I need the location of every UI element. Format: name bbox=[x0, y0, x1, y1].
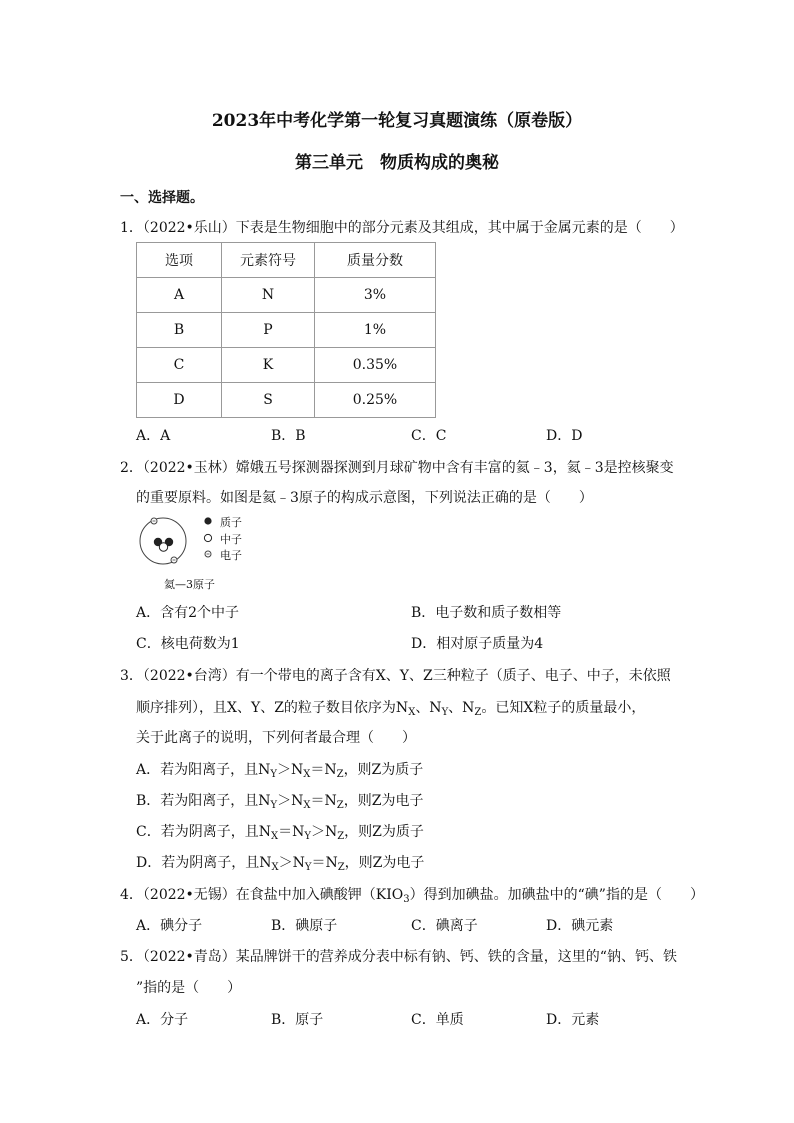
q3-option-a: A．若为阳离子，且$N_Y>N_X=N_Z$，则Z为质子 bbox=[136, 762, 424, 780]
q1-option-d: D．D bbox=[546, 428, 583, 444]
q3-option-b: B．若为阳离子，且$N_Y>N_X=N_Z$，则Z为电子 bbox=[136, 793, 424, 811]
legend-neutron: 中子 bbox=[220, 533, 242, 546]
question-5-line-2: ”指的是（ ） bbox=[136, 980, 242, 996]
atom-diagram bbox=[136, 512, 206, 568]
q2-option-d: D．相对原子质量为4 bbox=[411, 636, 544, 652]
q4-option-c: C．碘离子 bbox=[411, 918, 478, 934]
neutron-legend-icon bbox=[204, 534, 211, 541]
table-cell: S bbox=[222, 383, 315, 418]
table-cell: A bbox=[137, 278, 222, 313]
question-2-line-2: 的重要原料。如图是氦﹣3原子的构成示意图，下列说法正确的是（ ） bbox=[136, 490, 593, 506]
q5-option-d: D．元素 bbox=[546, 1012, 600, 1028]
table-row bbox=[137, 348, 436, 383]
q5-option-a: A．分子 bbox=[136, 1012, 189, 1028]
electron-orbit bbox=[140, 518, 186, 564]
table-cell: D bbox=[137, 383, 222, 418]
table-cell: B bbox=[137, 313, 222, 348]
table-cell: C bbox=[137, 348, 222, 383]
q4-option-a: A．碘分子 bbox=[136, 918, 203, 934]
helium-3-atom-figure bbox=[136, 512, 256, 592]
question-3-line-2: 顺序排列），且X、Y、Z的粒子数目依序为$N_X$、$N_Y$、$N_Z$。已知X粒子的质量最小， bbox=[136, 700, 646, 718]
neutron-icon bbox=[159, 543, 167, 551]
q5-option-c: C．单质 bbox=[411, 1012, 464, 1028]
q3-option-d: D．若为阴离子，且$N_X>N_Y=N_Z$，则Z为电子 bbox=[136, 855, 425, 873]
legend-proton: 质子 bbox=[220, 516, 242, 529]
document-subtitle: 第三单元 物质构成的奥秘 bbox=[295, 153, 499, 173]
table-cell: 3% bbox=[315, 278, 436, 313]
table-cell: 0.25% bbox=[315, 383, 436, 418]
question-3-line-3: 关于此离子的说明，下列何者最合理（ ） bbox=[136, 730, 416, 746]
q3-option-c: C．若为阴离子，且$N_X=N_Y>N_Z$，则Z为质子 bbox=[136, 824, 424, 842]
table-header: 选项 bbox=[137, 243, 222, 278]
q2-option-c: C．核电荷数为1 bbox=[136, 636, 240, 652]
q4-option-b: B．碘原子 bbox=[271, 918, 338, 934]
table-row bbox=[137, 278, 436, 313]
document-title: 2023年中考化学第一轮复习真题演练（原卷版） bbox=[211, 111, 583, 131]
q1-option-b: B．B bbox=[271, 428, 306, 444]
table-row bbox=[137, 383, 436, 418]
q1-option-c: C．C bbox=[411, 428, 447, 444]
question-1-stem: 1．（2022•乐山）下表是生物细胞中的部分元素及其组成，其中属于金属元素的是（ ） bbox=[120, 220, 684, 236]
table-cell: P bbox=[222, 313, 315, 348]
table-cell: 1% bbox=[315, 313, 436, 348]
question-4-stem: 4．（2022•无锡）在食盐中加入碘酸钾$(KIO_3)$得到加碘盐。加碘盐中的“碘”指的是（ ） bbox=[120, 887, 704, 905]
question-2-line-1: 2．（2022•玉林）嫦娥五号探测器探测到月球矿物中含有丰富的氦﹣3，氦﹣3是控核聚变 bbox=[120, 460, 674, 476]
question-3-line-1: 3．（2022•台湾）有一个带电的离子含有X、Y、Z三种粒子（质子、电子、中子，未依照 bbox=[120, 668, 671, 684]
q4-option-d: D．碘元素 bbox=[546, 918, 614, 934]
element-table bbox=[136, 242, 436, 418]
q2-option-b: B．电子数和质子数相等 bbox=[411, 605, 562, 621]
legend-electron: 电子 bbox=[220, 549, 242, 562]
q1-option-a: A．A bbox=[136, 428, 171, 444]
section-heading: 一、选择题。 bbox=[120, 190, 204, 206]
table-header: 元素符号 bbox=[222, 243, 315, 278]
table-cell: N bbox=[222, 278, 315, 313]
table-row bbox=[137, 313, 436, 348]
legend-icons bbox=[203, 514, 213, 560]
table-cell: K bbox=[222, 348, 315, 383]
proton-legend-icon bbox=[204, 517, 211, 524]
question-5-line-1: 5．（2022•青岛）某品牌饼干的营养成分表中标有钠、钙、铁的含量，这里的“钠、钙、铁 bbox=[120, 949, 677, 965]
figure-caption: 氦—3原子 bbox=[164, 578, 215, 591]
q2-option-a: A．含有2个中子 bbox=[136, 605, 240, 621]
table-cell: 0.35% bbox=[315, 348, 436, 383]
q5-option-b: B．原子 bbox=[271, 1012, 324, 1028]
table-header: 质量分数 bbox=[315, 243, 436, 278]
table-header-row bbox=[137, 243, 436, 278]
